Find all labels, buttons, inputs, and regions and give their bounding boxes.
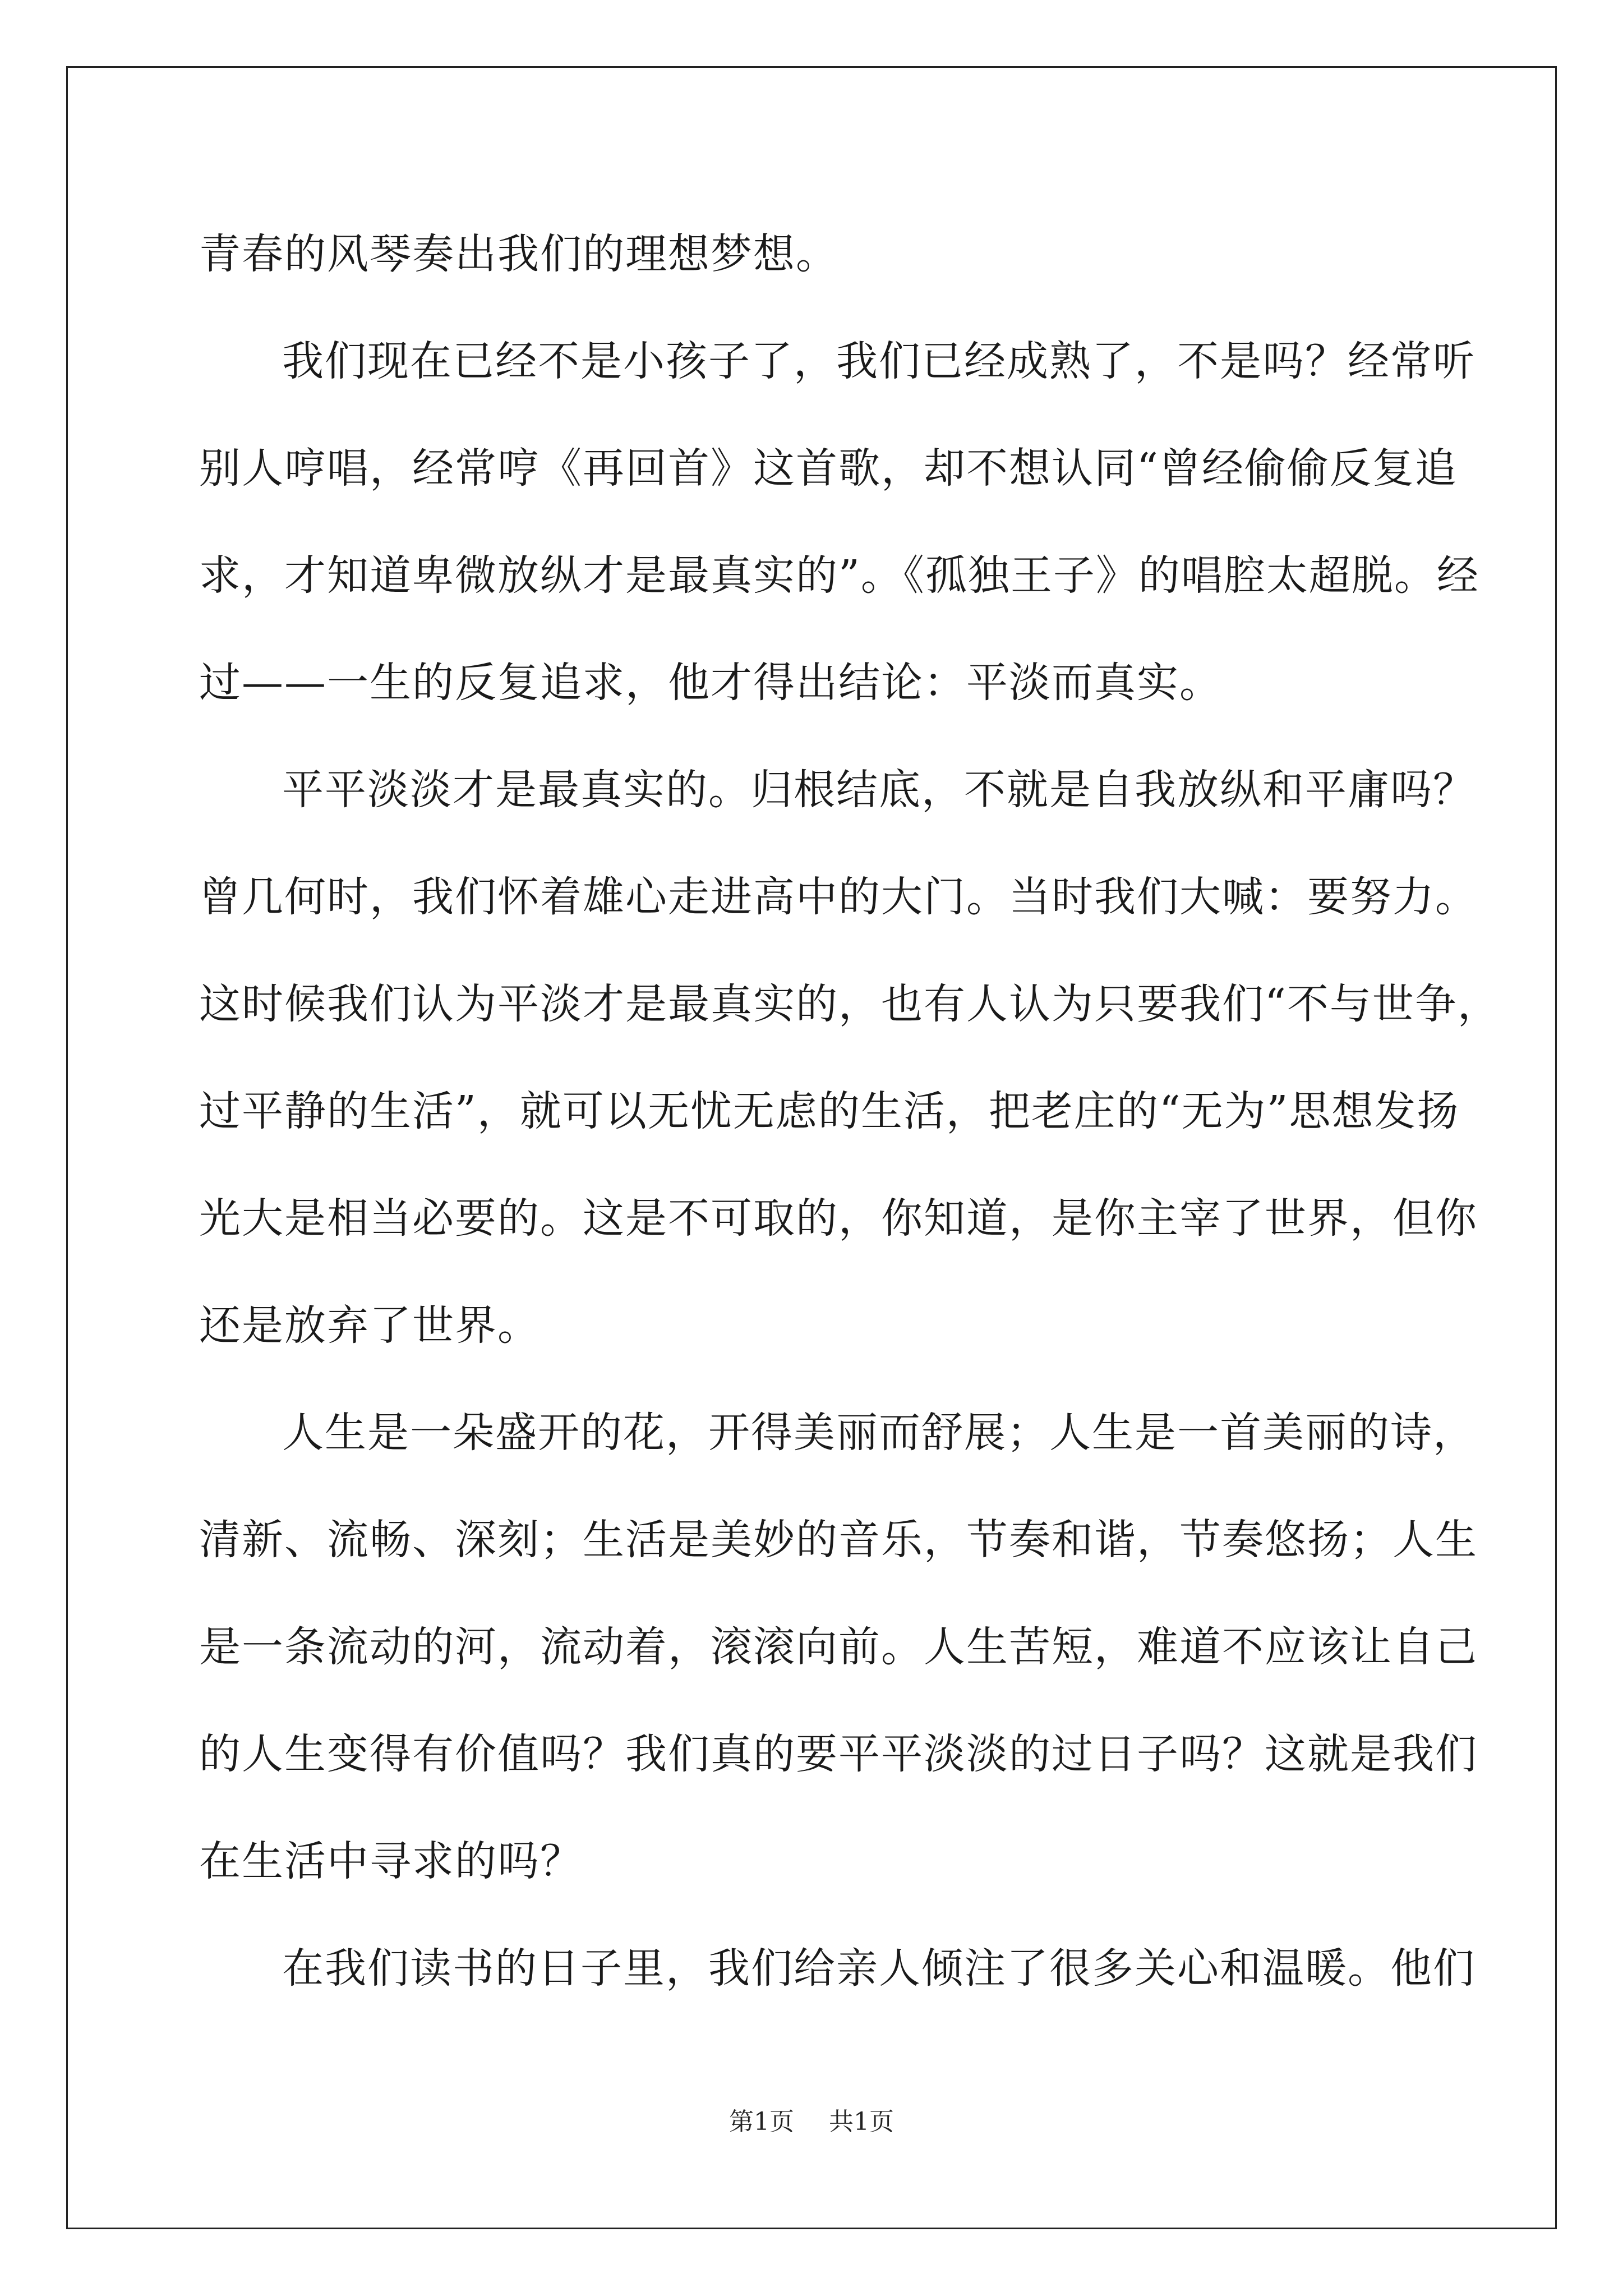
- document-body: [199, 201, 1500, 2022]
- text-line: 是一条流动的河，流动着，滚滚向前。人生苦短，难道不应该让自己: [199, 1623, 1478, 1671]
- page-total: 共1页: [829, 2108, 894, 2136]
- text-line: 在我们读书的日子里，我们给亲人倾注了很多关心和温暖。他们: [282, 1944, 1476, 1993]
- text-line: 青春的风琴奏出我们的理想梦想。: [199, 230, 838, 278]
- text-line: 平平淡淡才是最真实的。归根结底，不就是自我放纵和平庸吗？: [282, 766, 1476, 814]
- text-line: 还是放弃了世界。: [199, 1301, 540, 1350]
- text-line: 曾几何时，我们怀着雄心走进高中的大门。当时我们大喊：要努力。: [199, 873, 1478, 921]
- text-line: 过——一生的反复追求，他才得出结论：平淡而真实。: [199, 659, 1222, 707]
- text-line: 我们现在已经不是小孩子了，我们已经成熟了，不是吗？经常听: [282, 337, 1476, 385]
- text-line: 别人哼唱，经常哼《再回首》这首歌，却不想认同“曾经偷偷反复追: [199, 444, 1458, 493]
- text-line: 求，才知道卑微放纵才是最真实的”。《孤独王子》的唱腔太超脱。经: [199, 551, 1479, 600]
- text-line: 人生是一朵盛开的花，开得美丽而舒展；人生是一首美丽的诗，: [282, 1409, 1476, 1457]
- text-line: 光大是相当必要的。这是不可取的，你知道，是你主宰了世界，但你: [199, 1194, 1478, 1243]
- page-footer: [0, 2101, 1623, 2137]
- page-number: 第1页: [729, 2108, 794, 2136]
- text-line: 过平静的生活”，就可以无忧无虑的生活，把老庄的“无为”思想发扬: [199, 1087, 1460, 1135]
- text-line: 的人生变得有价值吗？我们真的要平平淡淡的过日子吗？这就是我们: [199, 1730, 1478, 1778]
- text-line: 在生活中寻求的吗？: [199, 1837, 583, 1885]
- text-line: 清新、流畅、深刻；生活是美妙的音乐，节奏和谐，节奏悠扬；人生: [199, 1516, 1478, 1564]
- text-line: 这时候我们认为平淡才是最真实的，也有人认为只要我们“不与世争，: [199, 980, 1500, 1028]
